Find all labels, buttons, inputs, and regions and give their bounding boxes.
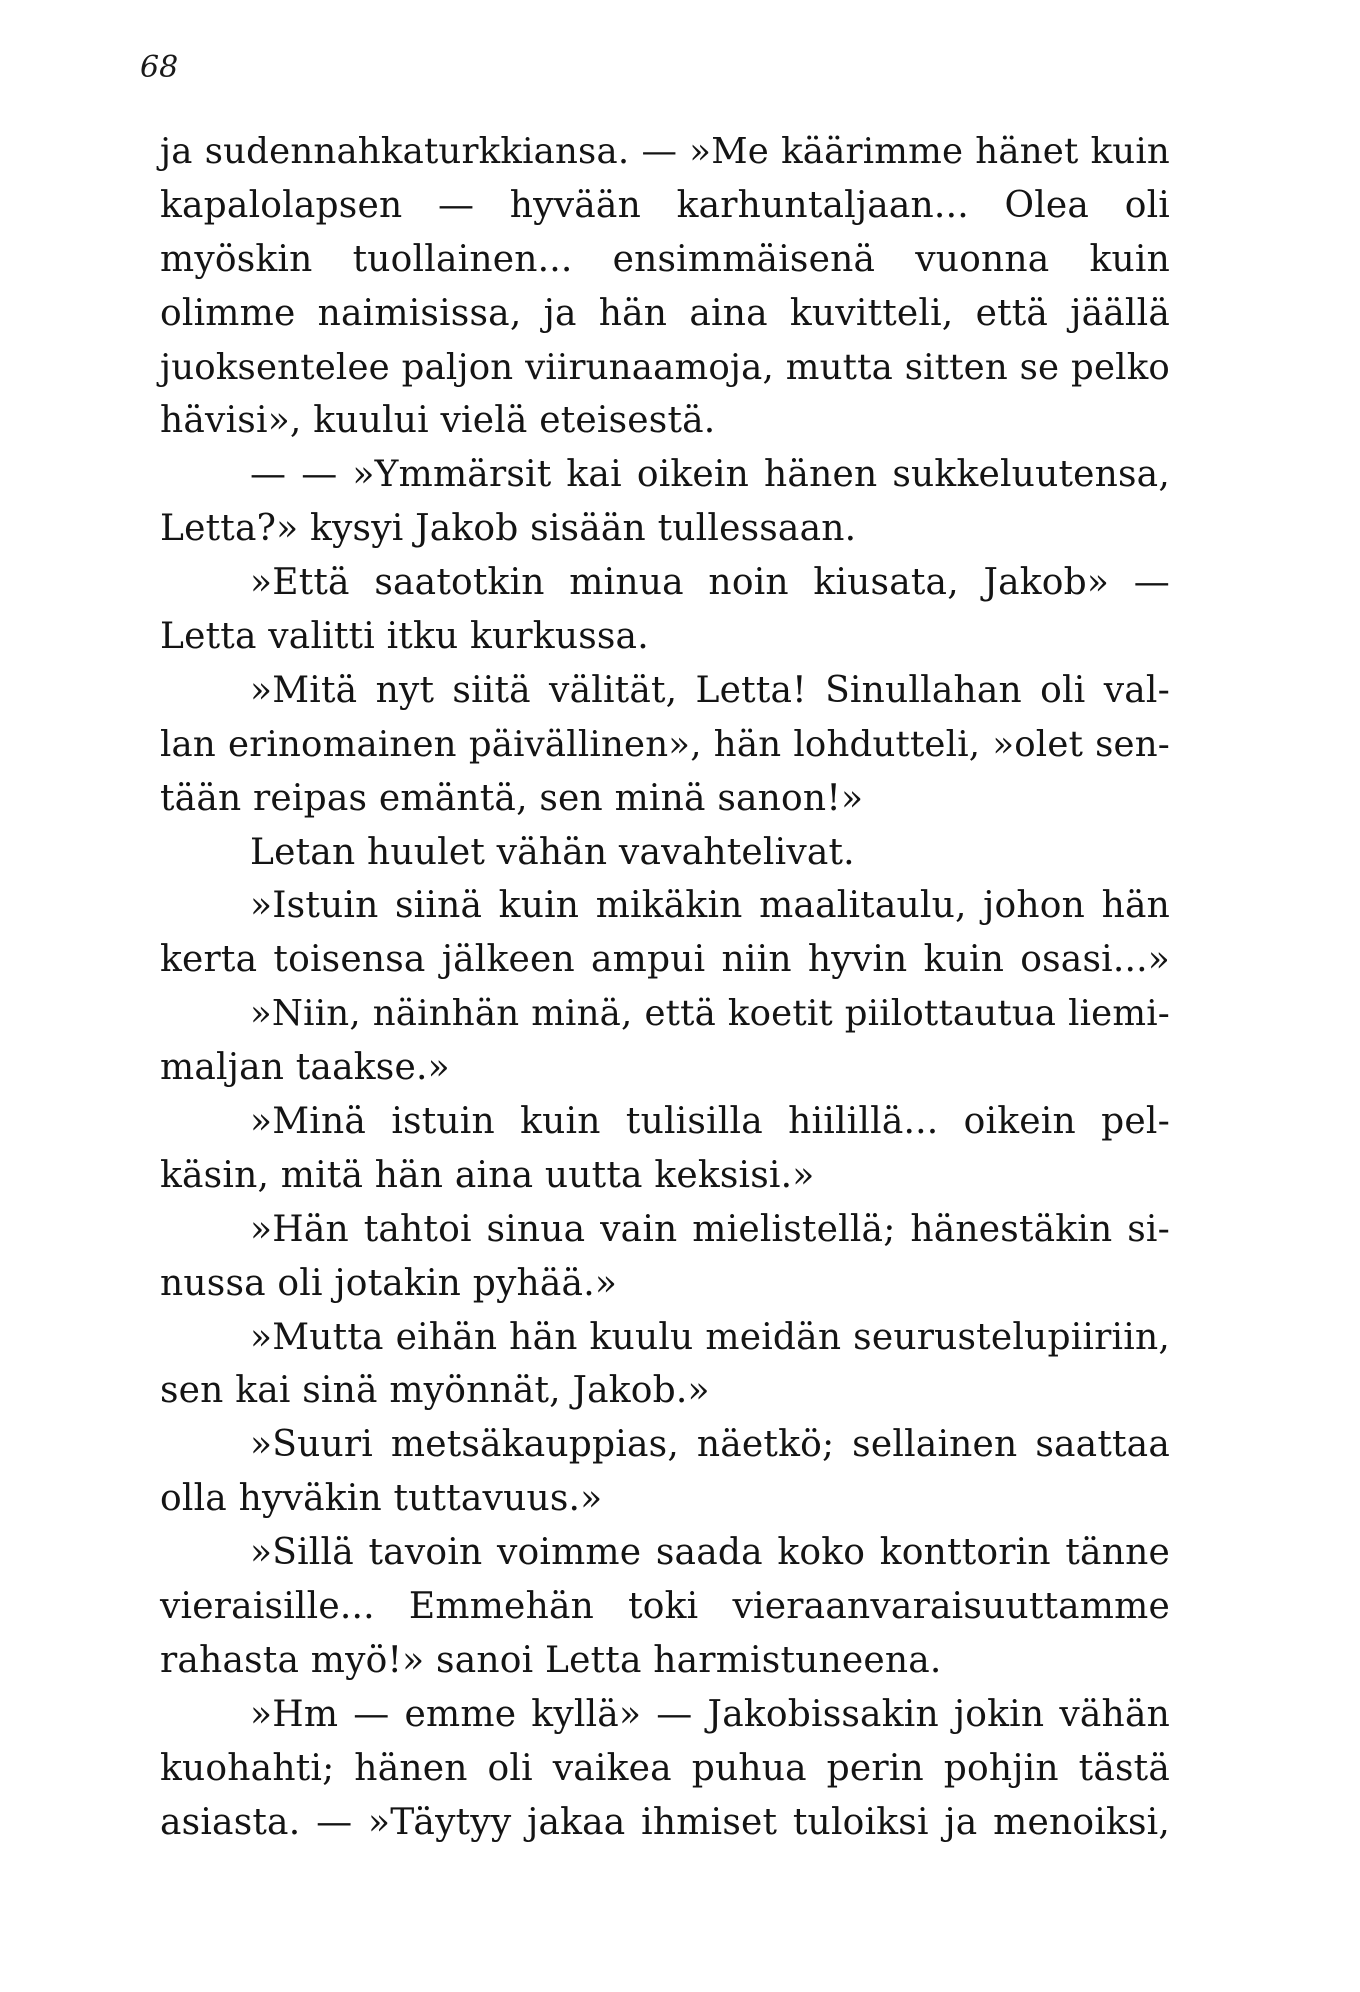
text-line: käsin, mitä hän aina uutta keksisi.» xyxy=(160,1154,815,1196)
text-line: tään reipas emäntä, sen minä sanon!» xyxy=(160,777,864,819)
text-line: »Istuin siinä kuin mikäkin maalitaulu, johon hän xyxy=(250,885,1170,927)
text-line: olimme naimisissa, ja hän aina kuvitteli, että jäällä xyxy=(160,292,1170,334)
text-line: — — »Ymmärsit kai oikein hänen sukkeluutensa, xyxy=(250,454,1170,496)
text-line: Letta?» kysyi Jakob sisään tullessaan. xyxy=(160,508,857,550)
text-line: »Että saatotkin minua noin kiusata, Jakob» — xyxy=(250,562,1170,604)
text-line: myöskin tuollainen... ensimmäisenä vuonna kuin xyxy=(160,238,1170,280)
text-line: »Sillä tavoin voimme saada koko konttorin tänne xyxy=(250,1532,1170,1574)
text-line: rahasta myö!» sanoi Letta harmistuneena. xyxy=(160,1639,942,1681)
text-line: Letan huulet vähän vavahtelivat. xyxy=(250,831,855,873)
text-line: lan erinomainen päivällinen», hän lohdutteli, »olet sen- xyxy=(160,723,1170,765)
text-line: ja sudennahkaturkkiansa. — »Me käärimme hänet kuin xyxy=(160,131,1170,172)
text-line: Letta valitti itku kurkussa. xyxy=(160,616,649,658)
text-line: sen kai sinä myönnät, Jakob.» xyxy=(160,1370,710,1412)
text-line: kuohahti; hänen oli vaikea puhua perin pohjin tästä xyxy=(160,1747,1170,1789)
text-line: »Mitä nyt siitä välität, Letta! Sinullahan oli val- xyxy=(250,669,1170,711)
text-line: »Hän tahtoi sinua vain mielistellä; hänestäkin si- xyxy=(250,1208,1170,1250)
text-line: »Niin, näinhän minä, että koetit piilottautua liemi- xyxy=(250,993,1170,1035)
text-line: »Hm — emme kyllä» — Jakobissakin jokin vähän xyxy=(250,1693,1170,1735)
body-text xyxy=(160,125,1170,1850)
text-line: »Suuri metsäkauppias, näetkö; sellainen saattaa xyxy=(250,1424,1170,1466)
text-line: kapalolapsen — hyvään karhuntaljaan... Olea oli xyxy=(160,184,1170,226)
text-line: juoksentelee paljon viirunaamoja, mutta sitten se pelko xyxy=(160,346,1170,388)
text-line: olla hyväkin tuttavuus.» xyxy=(160,1478,603,1520)
text-line: nussa oli jotakin pyhää.» xyxy=(160,1262,618,1304)
text-line: hävisi», kuului vielä eteisestä. xyxy=(160,400,716,442)
page-number: 68 xyxy=(140,50,179,85)
text-line: »Mutta eihän hän kuulu meidän seurustelupiiriin, xyxy=(250,1316,1170,1358)
text-line: asiasta. — »Täytyy jakaa ihmiset tuloiksi ja menoiksi, xyxy=(160,1801,1170,1843)
text-line: »Minä istuin kuin tulisilla hiilillä... oikein pel- xyxy=(250,1101,1170,1143)
text-line: vieraisille... Emmehän toki vieraanvaraisuuttamme xyxy=(160,1586,1170,1628)
text-line: kerta toisensa jälkeen ampui niin hyvin kuin osasi...» xyxy=(160,939,1170,981)
text-line: maljan taakse.» xyxy=(160,1047,450,1089)
